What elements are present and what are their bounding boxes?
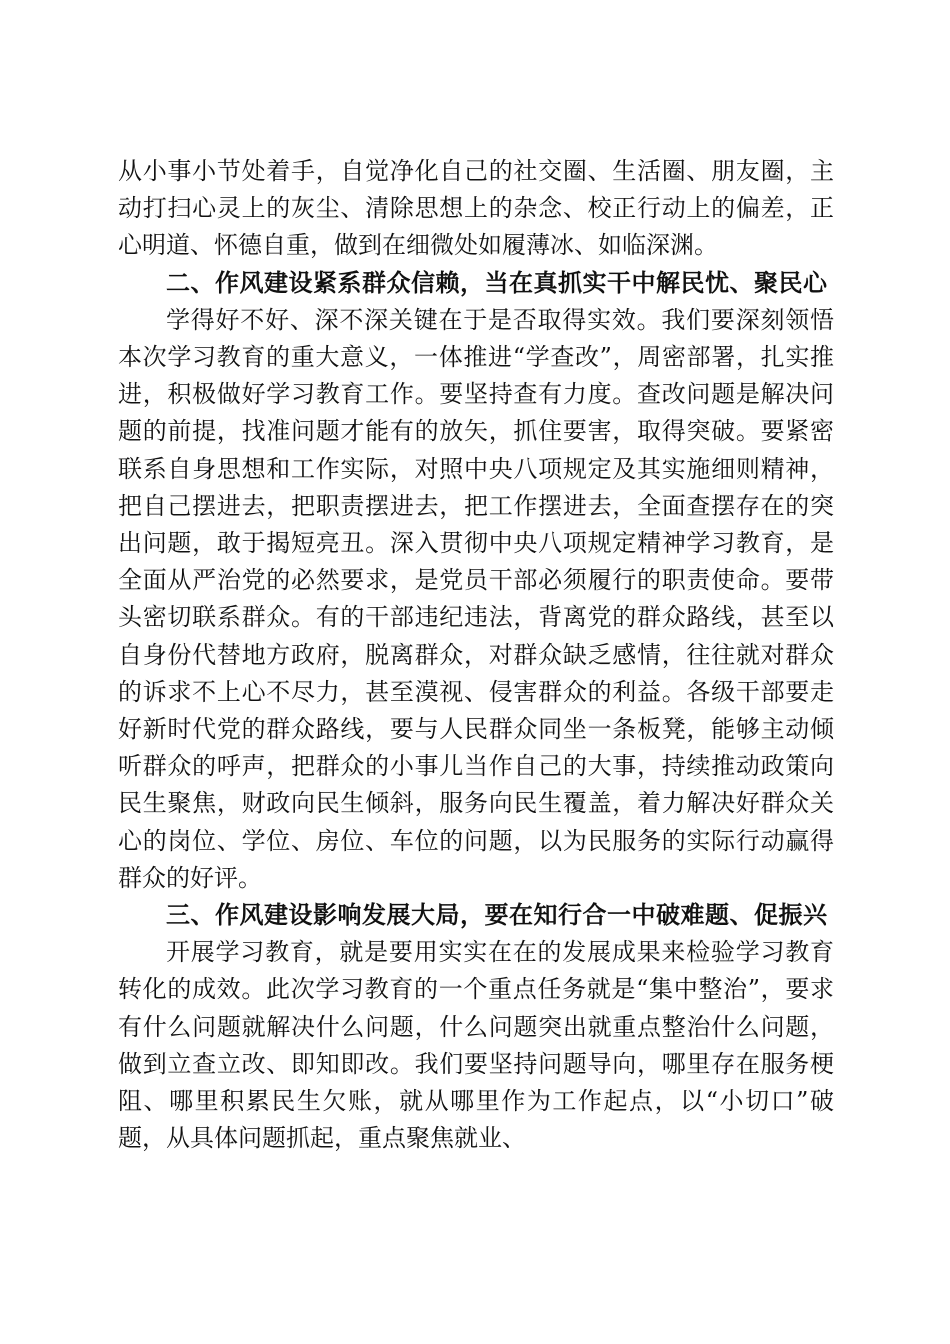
document-page — [118, 153, 834, 1157]
section-heading-3: 三、作风建设影响发展大局，要在知行合一中破难题、促振兴 — [166, 901, 828, 930]
paragraph-section-3: 开展学习教育，就是要用实实在在的发展成果来检验学习教育转化的成效。此次学习教育的一个重点任务就是“集中整治”，要求有什么问题就解决什么问题，什么问题突出就重点整治什么问题，做到立查立改、即知即改。我们要坚持问题导向，哪里存在服务梗阻、哪里积累民生欠账，就从哪里作为工作起点，以“小切口”破题，从具体问题抓起，重点聚焦就业、 — [118, 938, 834, 1153]
paragraph-continued: 从小事小节处着手，自觉净化自己的社交圈、生活圈、朋友圈，主动打扫心灵上的灰尘、清除思想上的杂念、校正行动上的偏差，正心明道、怀德自重，做到在细微处如履薄冰、如临深渊。 — [118, 157, 834, 260]
section-heading-2: 二、作风建设紧系群众信赖，当在真抓实干中解民忧、聚民心 — [166, 268, 828, 297]
paragraph-section-2: 学得好不好、深不深关键在于是否取得实效。我们要深刻领悟本次学习教育的重大意义，一体推进“学查改”，周密部署，扎实推进，积极做好学习教育工作。要坚持查有力度。查改问题是解决问题的前提，找准问题才能有的放矢，抓住要害，取得突破。要紧密联系自身思想和工作实际，对照中央八项规定及其实施细则精神，把自己摆进去，把职责摆进去，把工作摆进去，全面查摆存在的突出问题，敢于揭短亮丑。深入贯彻中央八项规定精神学习教育，是全面从严治党的必然要求，是党员干部必须履行的职责使命。要带头密切联系群众。有的干部违纪违法，背离党的群众路线，甚至以自身份代替地方政府，脱离群众，对群众缺乏感情，往往就对群众的诉求不上心不尽力，甚至漠视、侵害群众的利益。各级干部要走好新时代党的群众路线，要与人民群众同坐一条板凳，能够主动倾听群众的呼声，把群众的小事儿当作自己的大事，持续推动政策向民生聚焦，财政向民生倾斜，服务向民生覆盖，着力解决好群众关心的岗位、学位、房位、车位的问题，以为民服务的实际行动赢得群众的好评。 — [118, 305, 834, 892]
